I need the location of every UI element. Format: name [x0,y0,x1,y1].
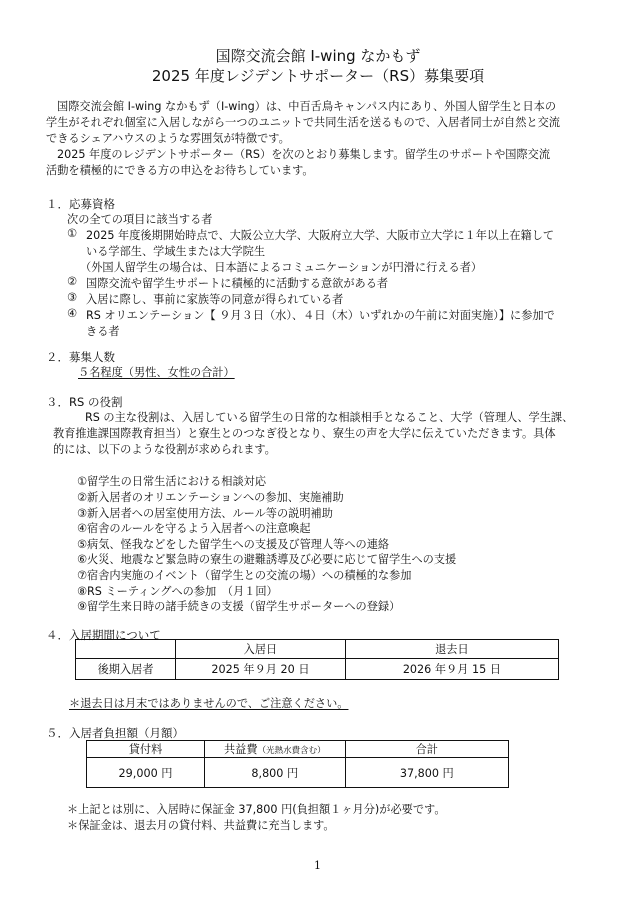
qualification-2-mark: ② [67,275,78,288]
role-item-5: ⑤病気、怪我などをした留学生への支援及び管理人等への連絡 [77,538,390,551]
deposit-note-1: ＊上記とは別に、入居時に保証金 37,800 円(負担額１ヶ月分)が必要です。 [67,803,446,816]
role-desc-line3: 的には、以下のような役割が求められます。 [53,443,276,456]
rent-value: 29,000 円 [87,758,205,788]
role-item-2: ②新入居者のオリエンテーションへの参加、実施補助 [77,491,344,504]
common-fee-label: 共益費 [223,743,258,756]
intro-p1-line1: 国際交流会館 I-wing なかもず（I-wing）は、中百舌鳥キャンパス内にあり、外国人留学生と日本の [57,100,557,113]
move-out-note: ＊退去日は月末ではありませんので、ご注意ください。 [69,697,349,710]
column-header-move-in: 入居日 [176,640,346,659]
monthly-cost-table [86,740,509,788]
qualification-2-line1: 国際交流や留学生サポートに積極的に活動する意欲がある者 [86,277,389,290]
role-item-8: ⑧RS ミーティングへの参加 （月１回） [77,585,278,598]
role-item-6: ⑥火災、地震など緊急時の寮生の避難誘導及び必要に応じて留学生への支援 [77,553,457,566]
section-4-heading: ４．入居期間について [46,628,161,642]
move-in-date: 2025 年９月 20 日 [176,659,346,680]
intro-p2-line1: 2025 年度のレジデントサポーター（RS）を次のとおり募集します。留学生のサポートや国際交流 [57,148,551,161]
role-item-7: ⑦宿舎内実施のイベント（留学生との交流の場）への積極的な参加 [77,569,412,582]
qualification-3-line1: 入居に際し、事前に家族等の同意が得られている者 [86,293,344,306]
common-fee-note: （光熱水費含む） [257,746,326,756]
qualification-3-mark: ③ [67,291,78,304]
qualification-1-line2: いる学部生、学域生または大学院生 [86,245,266,258]
recruit-count-value: ５名程度（男性、女性の合計） [78,366,235,379]
role-desc-line2: 教育推進課国際教育担当）と寮生とのつなぎ役となり、寮生の声を大学に伝えていただきます。具体 [53,427,556,440]
deposit-note-2: ＊保証金は、退去月の貸付料、共益費に充当します。 [67,819,335,832]
qualification-1-line1: 2025 年度後期開始時点で、大阪公立大学、大阪府立大学、大阪市立大学に１年以上在籍して [86,229,555,242]
qualification-1-mark: ① [67,227,78,240]
section-1-heading: １．応募資格 [46,197,115,211]
document-title-line2: 2025 年度レジデントサポーター（RS）募集要項 [151,67,485,85]
role-item-4: ④宿舎のルールを守るよう入居者への注意喚起 [77,522,311,535]
qualification-4-line2: きる者 [86,325,120,338]
document-title-line1: 国際交流会館 I-wing なかもず [215,47,421,65]
section-3-heading: ３．RS の役割 [46,395,123,409]
role-item-9: ⑨留学生来日時の諸手続きの支援（留学生サポーターへの登録） [77,600,401,613]
qualification-4-line1: RS オリエンテーション【 ９月３日（水）、４日（木）いずれかの午前に対面実施）】に参加で [86,309,555,322]
qualification-4-mark: ④ [67,307,78,320]
residence-period-table [75,639,559,680]
column-header-move-out: 退去日 [345,640,558,659]
column-header-common-fee [204,741,345,758]
page-number: 1 [314,859,321,872]
intro-p1-line3: できるシェアハウスのような雰囲気が特徴です。 [46,132,290,145]
section-5-heading: ５．入居者負担額（月額） [46,726,184,740]
column-header-total: 合計 [345,741,508,758]
table-corner-cell [76,640,176,659]
role-item-1: ①留学生の日常生活における相談対応 [77,475,267,488]
common-fee-value: 8,800 円 [204,758,345,788]
section-2-heading: ２．募集人数 [46,350,115,364]
qualification-1-line3: （外国人留学生の場合は、日本語によるコミュニケーションが円滑に行える者） [80,261,483,274]
role-item-3: ③新入居者への居室使用方法、ルール等の説明補助 [77,507,333,520]
intro-p2-line2: 活動を積極的にできる方の申込をお待ちしています。 [46,164,314,177]
intro-p1-line2: 学生がそれぞれ個室に入居しながら一つのユニットで共同生活を送るもので、入居者同士が自然と交流 [46,116,560,129]
role-desc-line1: RS の主な役割は、入居している留学生の日常的な相談相手となること、大学（管理人、学生課、 [85,411,574,424]
total-value: 37,800 円 [345,758,508,788]
move-out-date: 2026 年９月 15 日 [345,659,558,680]
section-1-lead: 次の全ての項目に該当する者 [67,213,213,226]
column-header-rent: 貸付料 [87,741,205,758]
row-label-latter-term: 後期入居者 [76,659,176,680]
